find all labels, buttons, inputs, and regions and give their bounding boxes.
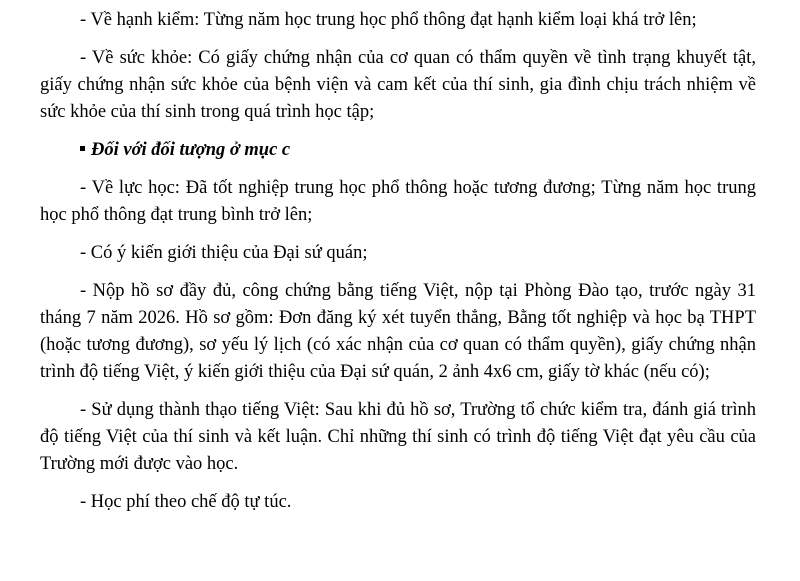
paragraph-tuition: - Học phí theo chế độ tự túc. xyxy=(80,492,292,512)
section-heading-text: Đối với đối tượng ở mục c xyxy=(91,140,291,160)
paragraph-conduct: - Về hạnh kiểm: Từng năm học trung học phổ thông đạt hạnh kiểm loại khá trở lên; xyxy=(80,10,697,30)
paragraph-dossier: - Nộp hồ sơ đầy đủ, công chứng bằng tiếng Việt, nộp tại Phòng Đào tạo, trước ngày 31 tháng 7 năm 2026. Hồ sơ gồm: Đơn đăng ký xét tuyển thẳng, Bằng tốt nghiệp và học bạ THPT (hoặc tương đương), sơ yếu lý lịch (có xác nhận của cơ quan có thẩm quyền), giấy chứng nhận trình độ tiếng Việt, ý kiến giới thiệu của Đại sứ quán, 2 ảnh 4x6 cm, giấy tờ khác (nếu có); xyxy=(40,281,756,382)
paragraph-academic: - Về lực học: Đã tốt nghiệp trung học phổ thông hoặc tương đương; Từng năm học trung học phổ thông đạt trung bình trở lên; xyxy=(40,178,756,225)
square-bullet-icon xyxy=(80,146,85,151)
section-heading xyxy=(40,137,756,164)
paragraph-embassy: - Có ý kiến giới thiệu của Đại sứ quán; xyxy=(80,243,368,263)
paragraph-language: - Sử dụng thành thạo tiếng Việt: Sau khi đủ hồ sơ, Trường tổ chức kiểm tra, đánh giá trình độ tiếng Việt của thí sinh và kết luận. Chỉ những thí sinh có trình độ tiếng Việt đạt yêu cầu của Trường mới được vào học. xyxy=(40,400,756,474)
paragraph-health: - Về sức khỏe: Có giấy chứng nhận của cơ quan có thẩm quyền về tình trạng khuyết tật, giấy chứng nhận sức khỏe của bệnh viện và cam kết của thí sinh, gia đình chịu trách nhiệm về sức khỏe của thí sinh trong quá trình học tập; xyxy=(40,48,756,122)
